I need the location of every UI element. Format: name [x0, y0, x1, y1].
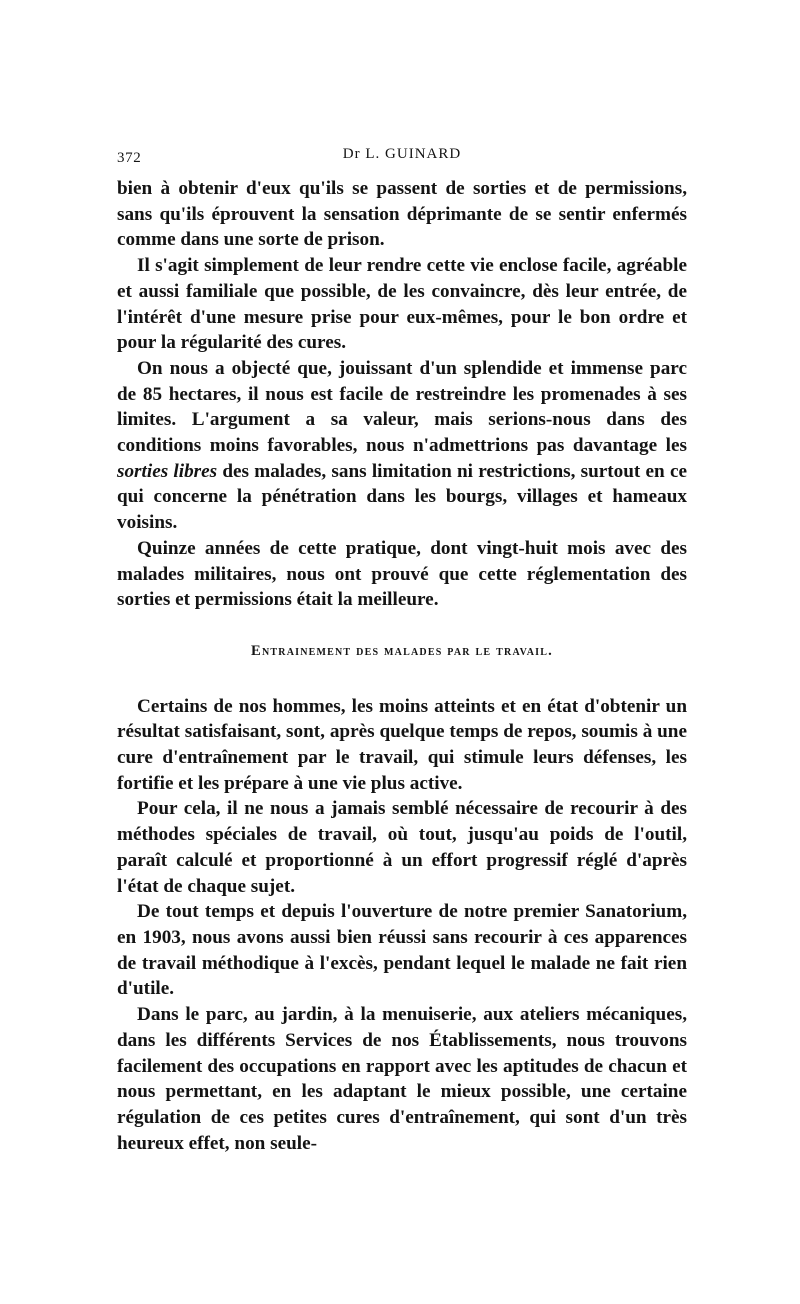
book-page: [117, 146, 687, 1156]
running-head-author: Dr L. GUINARD: [342, 146, 462, 162]
paragraph-2: Il s'agit simplement de leur rendre cette vie enclose facile, agréable et aussi familiale que possible, de les convaincre, dès leur entrée, de l'intérêt d'une mesure prise pour eux-mêmes, pour le bon ordre et pour la régularité des cures.: [117, 255, 687, 354]
page-number: 372: [117, 150, 142, 166]
body-text: [117, 176, 687, 1156]
paragraph-7: De tout temps et depuis l'ouverture de notre premier Sanatorium, en 1903, nous avons aussi bien réussi sans recourir à ces apparences de travail méthodique à l'excès, pendant lequel le malade ne fait rien d'utile.: [117, 901, 687, 1000]
paragraph-3-text-end: des malades, sans limitation ni restrictions, surtout en ce qui concerne la pénétration dans les bourgs, villages et hameaux voisins.: [117, 460, 687, 534]
paragraph-3: [117, 356, 687, 536]
section-heading: Entrainement des malades par le travail.: [251, 642, 553, 659]
running-head: [117, 146, 687, 176]
paragraph-5: Certains de nos hommes, les moins atteints et en état d'obtenir un résultat satisfaisant, sont, après quelque temps de repos, soumis à une cure d'entraînement par le travail, qui stimule leurs défenses, les fortifie et les prépare à une vie plus active.: [117, 695, 687, 794]
paragraph-6: Pour cela, il ne nous a jamais semblé nécessaire de recourir à des méthodes spéciales de travail, où tout, jusqu'au poids de l'outil, paraît calculé et proportionné à un effort progressif réglé d'après l'état de chaque sujet.: [117, 798, 687, 897]
paragraph-8: Dans le parc, au jardin, à la menuiserie, aux ateliers mécaniques, dans les différents Services de nos Établissements, nous trouvons facilement des occupations en rapport avec les aptitudes de chacun et nous permettant, en les adaptant le mieux possible, une certaine régulation de ces petites cures d'entraînement, qui sont d'un très heureux effet, non seule-: [117, 1004, 687, 1154]
paragraph-1: bien à obtenir d'eux qu'ils se passent de sorties et de permissions, sans qu'ils éprouvent la sensation déprimante de se sentir enfermés comme dans une sorte de prison.: [117, 178, 687, 251]
paragraph-3-italic-phrase: sorties libres: [117, 460, 218, 482]
paragraph-3-text-start: On nous a objecté que, jouissant d'un splendide et immense parc de 85 hectares, il nous est facile de restreindre les promenades à ses limites. L'argument a sa valeur, mais serions-nous dans des conditions moins favorables, nous n'admettrions pas davantage les: [117, 357, 687, 457]
paragraph-4: Quinze années de cette pratique, dont vingt-huit mois avec des malades militaires, nous ont prouvé que cette réglementation des sorties et permissions était la meilleure.: [117, 537, 687, 611]
